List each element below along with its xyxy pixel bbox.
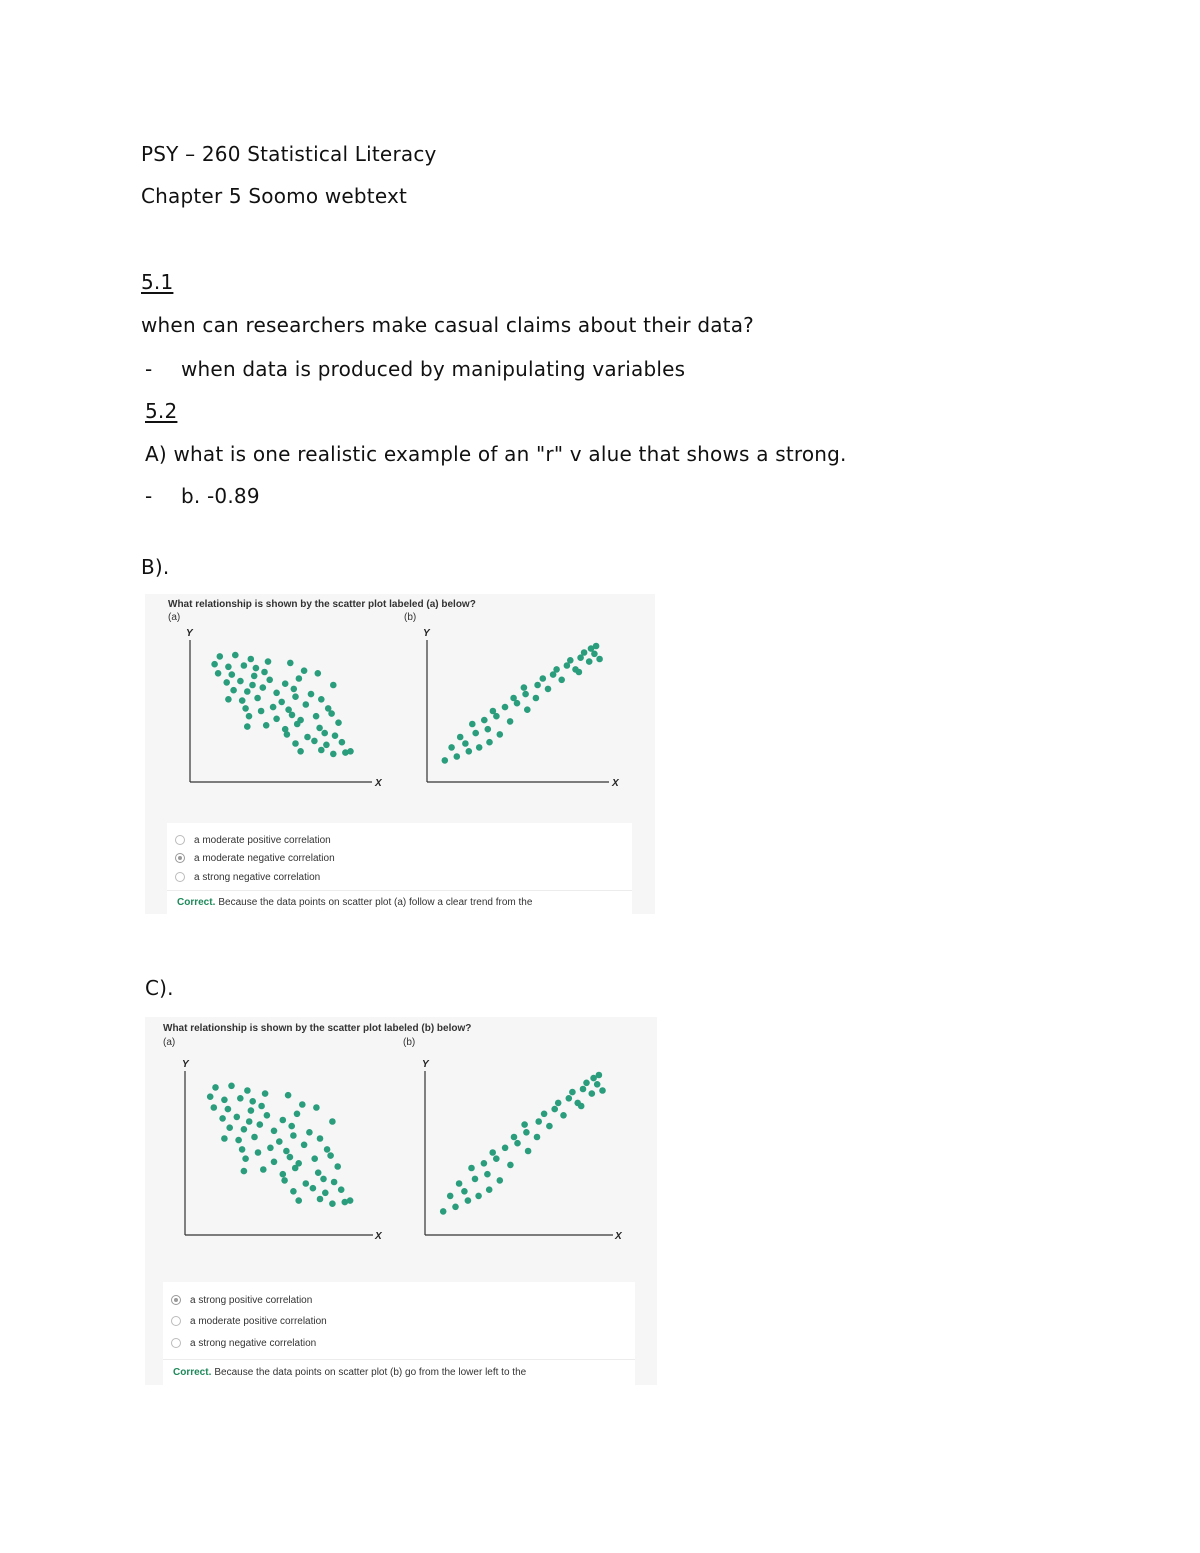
scatter-point bbox=[318, 747, 325, 754]
scatter-point bbox=[481, 717, 488, 724]
scatter-point bbox=[454, 753, 461, 760]
scatter-point bbox=[533, 695, 540, 702]
scatter-point bbox=[246, 1118, 253, 1125]
scatter-point bbox=[551, 1106, 558, 1113]
scatter-point bbox=[215, 670, 222, 677]
section-heading-5-2: 5.2 bbox=[145, 399, 178, 423]
scatter-point bbox=[225, 1106, 232, 1113]
x-axis-label: X bbox=[612, 778, 619, 789]
scatter-point bbox=[472, 1176, 479, 1183]
option-label: a moderate negative correlation bbox=[194, 852, 335, 864]
option-label: a moderate positive correlation bbox=[194, 834, 331, 846]
scatter-point bbox=[339, 739, 346, 746]
scatter-point bbox=[347, 748, 354, 755]
feedback-message: Because the data points on scatter plot (b) go from the lower left to the bbox=[214, 1367, 527, 1378]
scatter-point bbox=[521, 684, 528, 691]
scatter-point bbox=[589, 1090, 596, 1097]
scatter-point bbox=[261, 669, 268, 676]
scatter-point bbox=[248, 656, 255, 663]
scatter-point bbox=[442, 757, 449, 764]
scatter-point bbox=[297, 748, 304, 755]
radio-button[interactable] bbox=[175, 853, 185, 863]
scatter-point bbox=[465, 1197, 472, 1204]
screenshot-question-b bbox=[145, 1017, 657, 1385]
scatter-point bbox=[580, 1086, 587, 1093]
scatter-point bbox=[558, 677, 565, 684]
scatter-point bbox=[596, 656, 603, 663]
scatter-point bbox=[327, 1152, 334, 1159]
x-axis-label: X bbox=[615, 1231, 622, 1242]
option-label: a strong positive correlation bbox=[190, 1294, 313, 1306]
scatter-point bbox=[330, 751, 337, 758]
scatter-point bbox=[490, 708, 497, 715]
answer-5-2-a: b. -0.89 bbox=[181, 484, 260, 508]
scatter-point bbox=[254, 695, 261, 702]
scatter-point bbox=[304, 734, 311, 741]
scatter-point bbox=[244, 723, 251, 730]
scatter-point bbox=[317, 1135, 324, 1142]
scatter-point bbox=[448, 744, 455, 751]
scatter-point bbox=[523, 1129, 530, 1136]
scatter-point bbox=[593, 643, 600, 650]
scatter-point bbox=[535, 1118, 542, 1125]
scatter-point bbox=[255, 1149, 262, 1156]
scatter-point bbox=[221, 1135, 228, 1142]
scatter-point bbox=[211, 661, 218, 668]
scatter-point bbox=[484, 1171, 491, 1178]
scatter-point bbox=[282, 680, 289, 687]
scatter-point bbox=[472, 730, 479, 737]
scatter-point bbox=[545, 686, 552, 693]
scatter-point bbox=[560, 1112, 567, 1119]
scatter-point bbox=[276, 1138, 283, 1145]
scatter-point bbox=[258, 1103, 265, 1110]
scatter-point bbox=[303, 1180, 310, 1187]
scatter-point bbox=[308, 691, 315, 698]
y-axis-label: Y bbox=[186, 628, 193, 639]
scatter-point bbox=[294, 1111, 301, 1118]
scatter-point bbox=[534, 1134, 541, 1141]
scatter-point bbox=[534, 682, 541, 689]
scatter-point bbox=[241, 1168, 248, 1175]
scatter-point bbox=[295, 1197, 302, 1204]
scatter-point bbox=[225, 696, 232, 703]
scatter-point bbox=[596, 1072, 603, 1079]
scatter-point bbox=[476, 744, 483, 751]
scatter-point bbox=[507, 1162, 514, 1169]
scatter-point bbox=[273, 690, 280, 697]
scatter-point bbox=[502, 1145, 509, 1152]
label-b: B). bbox=[141, 555, 170, 579]
scatter-point bbox=[270, 704, 277, 711]
scatter-point bbox=[507, 718, 514, 725]
scatter-point bbox=[239, 1146, 246, 1153]
scatter-point bbox=[321, 730, 328, 737]
scatter-point bbox=[229, 671, 236, 678]
scatter-point bbox=[334, 1163, 341, 1170]
scatter-point bbox=[315, 1169, 322, 1176]
scatter-point bbox=[310, 1185, 317, 1192]
scatter-point bbox=[248, 1107, 255, 1114]
scatter-point bbox=[287, 660, 294, 667]
label-c: C). bbox=[145, 976, 174, 1000]
radio-button[interactable] bbox=[175, 835, 185, 845]
plot-b-label: (b) bbox=[403, 1037, 416, 1048]
radio-button[interactable] bbox=[171, 1338, 181, 1348]
scatter-point bbox=[347, 1197, 354, 1204]
option-row[interactable] bbox=[171, 1335, 316, 1351]
y-axis-label: Y bbox=[422, 1059, 429, 1070]
scatter-point bbox=[230, 687, 237, 694]
scatter-point bbox=[316, 725, 323, 732]
option-row[interactable] bbox=[171, 1292, 312, 1308]
scatter-point bbox=[294, 721, 301, 728]
scatter-point bbox=[258, 708, 265, 715]
option-row[interactable] bbox=[175, 869, 320, 885]
plot-a-label: (a) bbox=[168, 612, 181, 623]
scatter-point bbox=[330, 682, 337, 689]
option-row[interactable] bbox=[175, 850, 335, 866]
scatter-point bbox=[260, 684, 267, 691]
scatter-point bbox=[324, 1146, 331, 1153]
scatter-point bbox=[212, 1084, 219, 1091]
scatter-point bbox=[315, 670, 322, 677]
scatter-point bbox=[237, 678, 244, 685]
scatter-point bbox=[232, 652, 239, 659]
scatter-point bbox=[576, 669, 583, 676]
scatter-point bbox=[338, 1186, 345, 1193]
plot-b-label: (b) bbox=[404, 612, 417, 623]
scatter-point bbox=[290, 1188, 297, 1195]
scatter-point bbox=[331, 1179, 338, 1186]
scatter-point bbox=[583, 1080, 590, 1087]
scatter-point bbox=[249, 682, 256, 689]
option-row[interactable] bbox=[171, 1313, 327, 1329]
bullet-dash: - bbox=[145, 484, 153, 508]
scatter-point bbox=[521, 1121, 528, 1128]
scatter-point bbox=[567, 657, 574, 664]
scatter-point bbox=[497, 1177, 504, 1184]
scatter-point bbox=[265, 658, 272, 665]
scatter-point bbox=[285, 1092, 292, 1099]
scatter-point bbox=[291, 686, 298, 693]
scatter-point bbox=[242, 1155, 249, 1162]
scatter-plot-b bbox=[417, 626, 619, 789]
radio-button[interactable] bbox=[175, 872, 185, 882]
scatter-point bbox=[284, 731, 291, 738]
scatter-point bbox=[280, 1117, 287, 1124]
scatter-point bbox=[263, 722, 270, 729]
scatter-plot-b bbox=[415, 1055, 620, 1240]
scatter-point bbox=[461, 1188, 468, 1195]
scatter-point bbox=[332, 732, 339, 739]
scatter-point bbox=[296, 675, 303, 682]
y-axis-label: Y bbox=[423, 628, 430, 639]
scatter-point bbox=[221, 1097, 228, 1104]
scatter-point bbox=[514, 1140, 521, 1147]
scatter-point bbox=[481, 1160, 488, 1167]
plot-a-label: (a) bbox=[163, 1037, 176, 1048]
doc-subtitle: Chapter 5 Soomo webtext bbox=[141, 184, 408, 208]
scatter-point bbox=[466, 748, 473, 755]
scatter-point bbox=[311, 738, 318, 745]
scatter-point bbox=[313, 713, 320, 720]
scatter-point bbox=[281, 1177, 288, 1184]
scatter-point bbox=[489, 1149, 496, 1156]
scatter-point bbox=[569, 1089, 576, 1096]
scatter-point bbox=[301, 1142, 308, 1149]
feedback-text bbox=[173, 1367, 526, 1378]
scatter-point bbox=[289, 712, 296, 719]
x-axis-label: X bbox=[375, 1231, 382, 1242]
feedback-text bbox=[177, 897, 532, 908]
scatter-point bbox=[262, 1090, 269, 1097]
scatter-point bbox=[257, 1121, 264, 1128]
scatter-point bbox=[586, 658, 593, 665]
scatter-point bbox=[599, 1087, 606, 1094]
scatter-point bbox=[469, 721, 476, 728]
scatter-point bbox=[271, 1159, 278, 1166]
feedback-message: Because the data points on scatter plot (a) follow a clear trend from the bbox=[218, 897, 533, 908]
scatter-point bbox=[280, 1171, 287, 1178]
radio-button[interactable] bbox=[171, 1316, 181, 1326]
scatter-point bbox=[237, 1095, 244, 1102]
scatter-point bbox=[292, 740, 299, 747]
scatter-point bbox=[456, 1180, 463, 1187]
scatter-point bbox=[522, 691, 529, 698]
scatter-point bbox=[292, 1165, 299, 1172]
scatter-point bbox=[462, 740, 469, 747]
screenshot-question: What relationship is shown by the scatter plot labeled (a) below? bbox=[168, 599, 476, 610]
scatter-point bbox=[475, 1193, 482, 1200]
scatter-point bbox=[228, 1083, 235, 1090]
scatter-point bbox=[306, 1129, 313, 1136]
question-5-1: when can researchers make casual claims about their data? bbox=[141, 313, 754, 337]
scatter-point bbox=[242, 705, 249, 712]
x-axis-label: X bbox=[375, 778, 382, 789]
scatter-point bbox=[578, 1103, 585, 1110]
scatter-point bbox=[541, 1111, 548, 1118]
scatter-point bbox=[225, 664, 232, 671]
option-row[interactable] bbox=[175, 832, 331, 848]
scatter-point bbox=[266, 677, 273, 684]
scatter-point bbox=[249, 1098, 256, 1105]
scatter-point bbox=[239, 697, 246, 704]
scatter-plot-a bbox=[175, 1055, 380, 1240]
scatter-point bbox=[271, 1128, 278, 1135]
scatter-point bbox=[226, 1124, 233, 1131]
scatter-point bbox=[290, 1132, 297, 1139]
scatter-point bbox=[244, 688, 251, 695]
scatter-point bbox=[207, 1093, 214, 1100]
divider bbox=[163, 1359, 635, 1360]
screenshot-question: What relationship is shown by the scatter plot labeled (b) below? bbox=[163, 1023, 472, 1034]
scatter-point bbox=[457, 734, 464, 741]
scatter-point bbox=[260, 1166, 267, 1173]
scatter-point bbox=[223, 679, 230, 686]
scatter-point bbox=[241, 662, 248, 669]
scatter-plot-a bbox=[180, 626, 382, 789]
answer-5-1: when data is produced by manipulating variables bbox=[181, 357, 686, 381]
scatter-point bbox=[278, 699, 285, 706]
scatter-point bbox=[566, 1095, 573, 1102]
option-label: a strong negative correlation bbox=[190, 1337, 317, 1349]
doc-title: PSY – 260 Statistical Literacy bbox=[141, 142, 437, 166]
scatter-point bbox=[264, 1112, 271, 1119]
screenshot-question-a bbox=[145, 594, 655, 914]
scatter-point bbox=[251, 673, 258, 680]
scatter-point bbox=[329, 1200, 336, 1207]
scatter-point bbox=[486, 1186, 493, 1193]
bullet-dash: - bbox=[145, 357, 153, 381]
answer-options bbox=[163, 1282, 635, 1385]
scatter-point bbox=[452, 1204, 459, 1211]
scatter-point bbox=[525, 1148, 532, 1155]
scatter-point bbox=[440, 1208, 447, 1215]
option-label: a strong negative correlation bbox=[194, 871, 321, 883]
scatter-point bbox=[329, 1118, 336, 1125]
scatter-point bbox=[288, 1123, 295, 1130]
scatter-point bbox=[313, 1104, 320, 1111]
scatter-point bbox=[267, 1145, 274, 1152]
feedback-status: Correct. bbox=[177, 897, 216, 908]
scatter-point bbox=[317, 1196, 324, 1203]
scatter-point bbox=[211, 1104, 218, 1111]
scatter-point bbox=[524, 706, 531, 713]
y-axis-label: Y bbox=[182, 1059, 189, 1070]
scatter-point bbox=[510, 695, 517, 702]
scatter-point bbox=[292, 693, 299, 700]
scatter-point bbox=[486, 739, 493, 746]
scatter-point bbox=[217, 653, 224, 660]
scatter-point bbox=[244, 1087, 251, 1094]
answer-options bbox=[167, 823, 632, 914]
scatter-point bbox=[485, 726, 492, 733]
scatter-point bbox=[335, 719, 342, 726]
option-label: a moderate positive correlation bbox=[190, 1315, 327, 1327]
scatter-point bbox=[246, 713, 253, 720]
scatter-point bbox=[219, 1115, 226, 1122]
scatter-point bbox=[273, 716, 280, 723]
scatter-point bbox=[497, 731, 504, 738]
scatter-point bbox=[502, 704, 509, 711]
scatter-point bbox=[540, 675, 547, 682]
scatter-point bbox=[447, 1193, 454, 1200]
scatter-point bbox=[553, 666, 560, 673]
scatter-point bbox=[234, 1114, 241, 1121]
scatter-point bbox=[303, 701, 310, 708]
section-heading-5-1: 5.1 bbox=[141, 270, 174, 294]
scatter-point bbox=[301, 667, 308, 674]
question-5-2-a: A) what is one realistic example of an "r" v alue that shows a strong. bbox=[145, 442, 847, 466]
scatter-point bbox=[323, 742, 330, 749]
scatter-point bbox=[581, 649, 588, 656]
scatter-point bbox=[546, 1123, 553, 1130]
divider bbox=[167, 890, 632, 891]
scatter-point bbox=[241, 1126, 248, 1133]
scatter-point bbox=[287, 1154, 294, 1161]
scatter-point bbox=[320, 1176, 327, 1183]
scatter-point bbox=[468, 1165, 475, 1172]
scatter-point bbox=[251, 1134, 258, 1141]
scatter-point bbox=[235, 1137, 242, 1144]
scatter-point bbox=[594, 1081, 601, 1088]
scatter-point bbox=[318, 696, 325, 703]
scatter-point bbox=[493, 1155, 500, 1162]
scatter-point bbox=[322, 1190, 329, 1197]
feedback-status: Correct. bbox=[173, 1367, 212, 1378]
scatter-point bbox=[253, 665, 260, 672]
scatter-point bbox=[555, 1100, 562, 1107]
scatter-point bbox=[311, 1155, 318, 1162]
scatter-point bbox=[299, 1101, 306, 1108]
scatter-point bbox=[283, 1148, 290, 1155]
scatter-point bbox=[328, 710, 335, 717]
scatter-point bbox=[511, 1134, 518, 1141]
radio-button[interactable] bbox=[171, 1295, 181, 1305]
